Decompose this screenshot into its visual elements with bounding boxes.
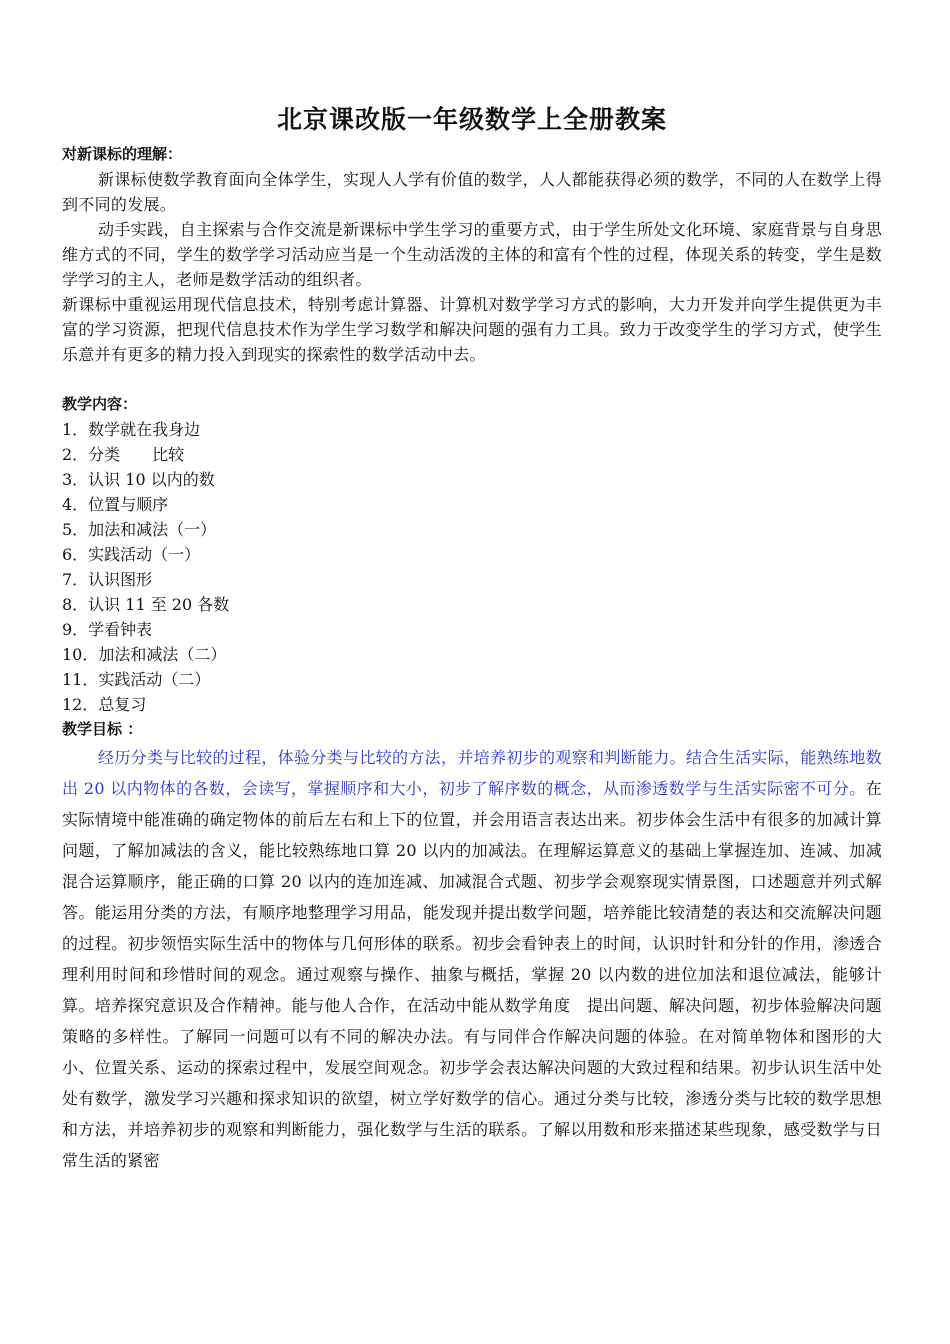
- list-item: 8．认识 11 至 20 各数: [62, 595, 230, 614]
- list-item: 4．位置与顺序: [62, 495, 169, 514]
- list-item: 9．学看钟表: [62, 620, 153, 639]
- list-item: 2．分类 比较: [62, 445, 185, 464]
- list-item: 11．实践活动（二）: [62, 670, 211, 689]
- list-item: 10．加法和减法（二）: [62, 645, 227, 664]
- understanding-section: [62, 142, 882, 367]
- document-title: 北京课改版一年级数学上全册教案: [276, 105, 667, 134]
- goals-section: [62, 717, 882, 1176]
- list-item: 5．加法和减法（一）: [62, 520, 217, 539]
- list-item: 6．实践活动（一）: [62, 545, 201, 564]
- understanding-paragraph-1: 新课标使数学教育面向全体学生，实现人人学有价值的数学，人人都能获得必须的数学，不同的人在数学上得到不同的发展。: [62, 170, 882, 214]
- content-heading: 教学内容：: [62, 395, 138, 413]
- list-item: 1．数学就在我身边: [62, 420, 201, 439]
- content-list: [62, 417, 882, 717]
- list-item: 12．总复习: [62, 695, 147, 714]
- understanding-paragraph-2: 动手实践，自主探索与合作交流是新课标中学生学习的重要方式，由于学生所处文化环境、家庭背景与自身思维方式的不同，学生的数学学习活动应当是一个生动活泼的主体的和富有个性的过程，体现关系的转变，学生是数学学习的主人，老师是数学活动的组织者。: [62, 220, 882, 289]
- blank-line: [62, 367, 882, 392]
- understanding-paragraph-3: 新课标中重视运用现代信息技术，特别考虑计算器、计算机对数学学习方式的影响，大力开发并向学生提供更为丰富的学习资源，把现代信息技术作为学生学习数学和解决问题的强有力工具。致力于改变学生的学习方式，使学生乐意并有更多的精力投入到现实的探索性的数学活动中去。: [62, 295, 882, 364]
- list-item: 3．认识 10 以内的数: [62, 470, 215, 489]
- content-section: [62, 392, 882, 717]
- document-page: [62, 98, 882, 1176]
- list-item: 7．认识图形: [62, 570, 153, 589]
- goals-highlighted-text: 经历分类与比较的过程，体验分类与比较的方法，并培养初步的观察和判断能力。结合生活实际，能熟练地数出 20 以内物体的各数，会读写，掌握顺序和大小，初步了解序数的概念，从而渗透数学与生活实际密不可分。: [62, 748, 882, 798]
- understanding-heading: 对新课标的理解：: [62, 145, 183, 163]
- goals-heading: 教学目标 ：: [62, 720, 143, 738]
- goals-paragraph: [62, 742, 882, 1176]
- goals-text: 在实际情境中能准确的确定物体的前后左右和上下的位置，并会用语言表达出来。初步体会生活中有很多的加减计算问题，了解加减法的含义，能比较熟练地口算 20 以内的加减法。在理解运算意义的基础上掌握连加、连减、加减混合运算顺序，能正确的口算 20 以内的连加连减、加减混合式题、初步学会观察现实情景图，口述题意并列式解答。能运用分类的方法，有顺序地整理学习用品，能发现并提出数学问题，培养能比较清楚的表达和交流解决问题的过程。初步领悟实际生活中的物体与几何形体的联系。初步会看钟表上的时间，认识时针和分针的作用，渗透合理利用时间和珍惜时间的观念。通过观察与操作、抽象与概括，掌握 20 以内数的进位加法和退位减法，能够计算。培养探究意识及合作精神。能与他人合作，在活动中能从数学角度 提出问题、解决问题，初步体验解决问题策略的多样性。了解同一问题可以有不同的解决办法。有与同伴合作解决问题的体验。在对简单物体和图形的大小、位置关系、运动的探索过程中，发展空间观念。初步学会表达解决问题的大致过程和结果。初步认识生活中处处有数学，激发学习兴趣和探求知识的欲望，树立学好数学的信心。通过分类与比较，渗透分类与比较的数学思想和方法，并培养初步的观察和判断能力，强化数学与生活的联系。了解以用数和形来描述某些现象，感受数学与日常生活的紧密: [62, 779, 882, 1170]
